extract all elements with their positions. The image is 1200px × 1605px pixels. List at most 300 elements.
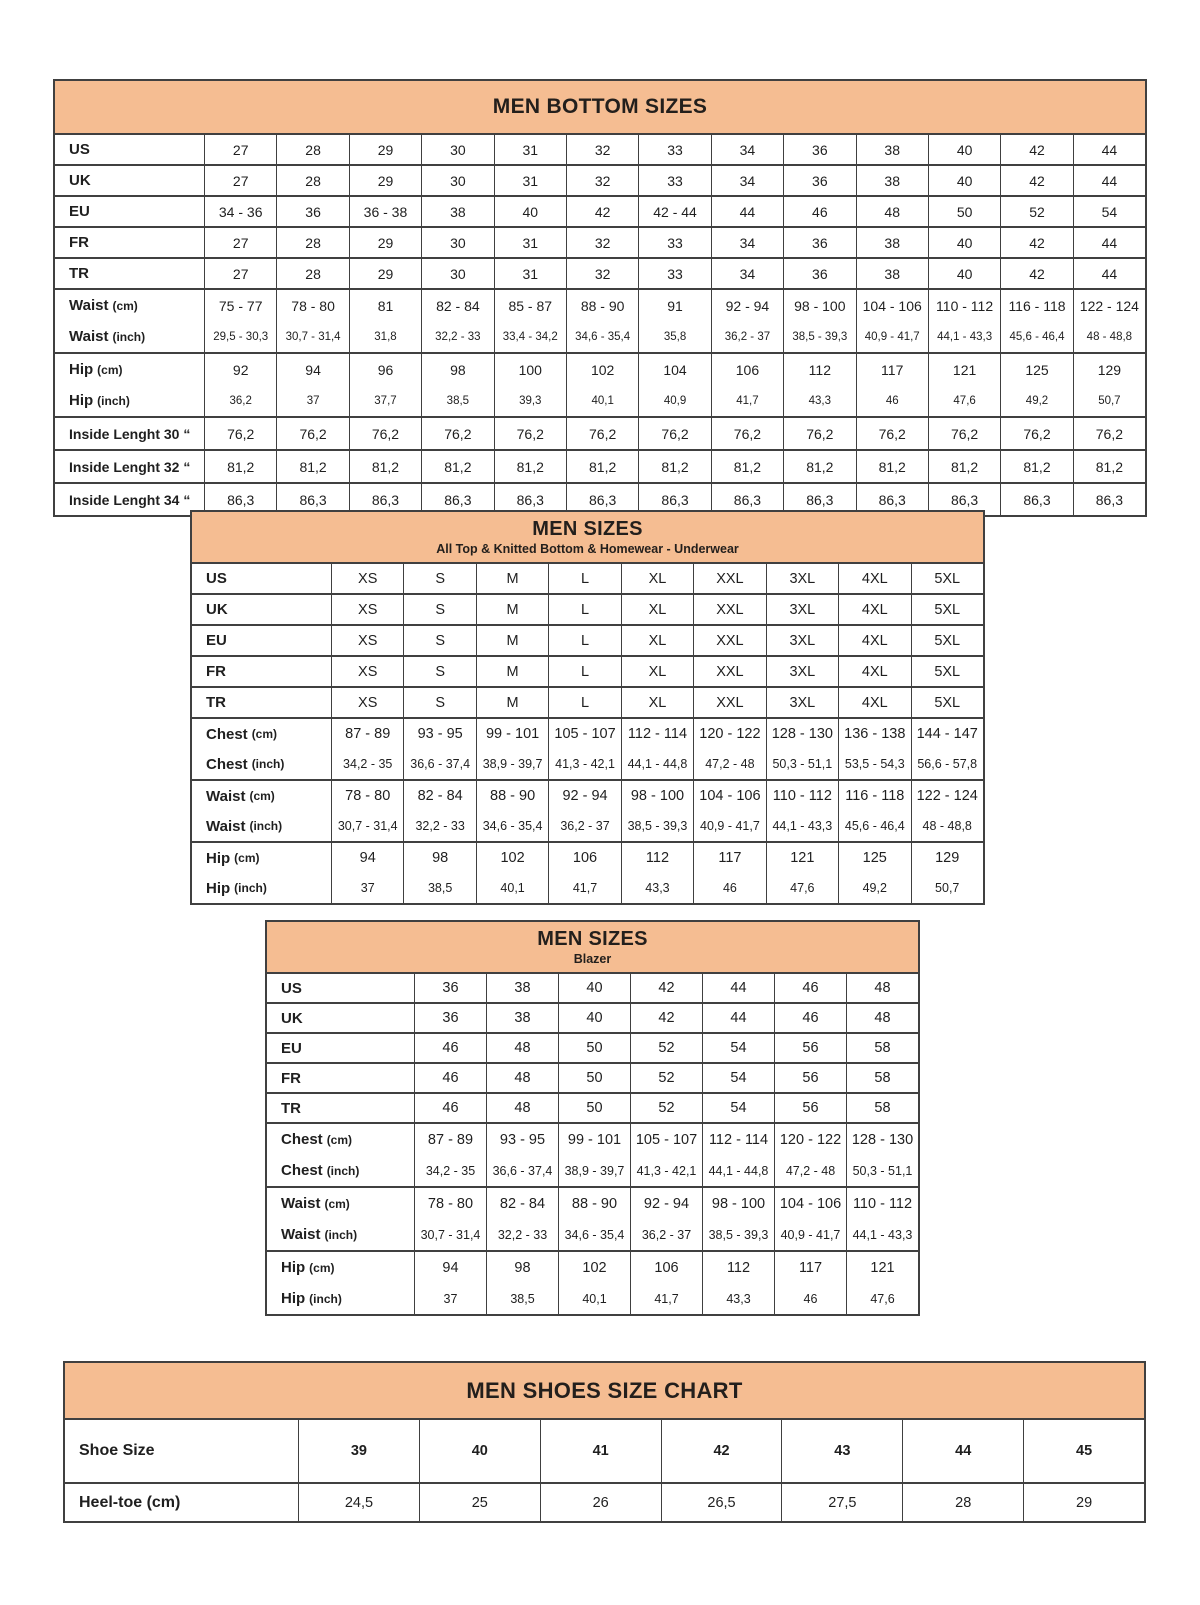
size-value-cell: 36,6 - 37,4 (487, 1155, 559, 1186)
size-value-cell: 40,9 - 41,7 (775, 1219, 847, 1250)
size-value-cell: 34 - 36 (205, 197, 277, 226)
size-value-cell: 4XL (839, 657, 911, 686)
size-value-cell: 104 - 106 (694, 781, 766, 811)
size-value-cell: 33 (639, 135, 711, 164)
table-subtitle: Blazer (573, 952, 612, 966)
size-value-cell: 85 - 87 (495, 290, 567, 321)
row-group (65, 1482, 1144, 1521)
size-value-cell: 4XL (839, 595, 911, 624)
table-row (55, 259, 1145, 288)
table-row (192, 781, 983, 811)
row-label (192, 873, 332, 903)
size-value-cell: 128 - 130 (767, 719, 839, 749)
size-value-cell: 48 (874, 1010, 891, 1026)
size-value-cell: 98 - 100 (784, 290, 856, 321)
size-value-cell: XXL (694, 595, 766, 624)
row-label (192, 749, 332, 779)
table-header (55, 81, 1145, 135)
row-label-unit: (inch) (326, 1163, 360, 1178)
size-value-cell: 44 (1101, 172, 1118, 189)
size-value-cell: 36 (784, 228, 856, 257)
size-value-cell: 43,3 (703, 1283, 775, 1314)
table-row (267, 1219, 918, 1250)
row-label (55, 418, 205, 449)
size-value-cell: 86,3 (350, 484, 422, 515)
size-value-cell: 36 (784, 135, 856, 164)
row-group (267, 1062, 918, 1092)
size-value-cell: 81,2 (277, 451, 349, 482)
table-row (192, 626, 983, 655)
table-row (267, 1155, 918, 1186)
row-label-text: EU (69, 203, 90, 220)
size-value-cell: 36 (415, 974, 487, 1002)
size-value-cell: 43 (782, 1420, 903, 1482)
table-row (192, 749, 983, 779)
size-value-cell: 31 (495, 135, 567, 164)
size-value-cell: 54 (703, 1034, 775, 1062)
size-value-cell: XL (622, 688, 694, 717)
size-value-cell: 45 (1076, 1443, 1093, 1459)
size-value-cell: XS (332, 564, 404, 593)
table-row (267, 1004, 918, 1032)
row-label (55, 321, 205, 352)
size-value-cell: 106 (712, 354, 784, 385)
size-value-cell: 36,6 - 37,4 (404, 749, 476, 779)
size-value-cell: 96 (350, 354, 422, 385)
size-value-cell: 46 (694, 873, 766, 903)
row-label-text: Hip (206, 849, 231, 867)
size-value-cell: 76,2 (205, 418, 277, 449)
size-value-cell: 75 - 77 (205, 290, 277, 321)
size-value-cell: 47,2 - 48 (775, 1155, 847, 1186)
row-label-text: Inside Lenght 34 “ (69, 491, 191, 508)
size-value-cell: 81,2 (350, 451, 422, 482)
size-value-cell: 48 (857, 197, 929, 226)
size-value-cell: 42 (1001, 135, 1073, 164)
table-title: MEN BOTTOM SIZES (492, 95, 708, 118)
size-value-cell: 129 (1097, 361, 1122, 378)
size-value-cell: 47,2 - 48 (694, 749, 766, 779)
size-value-cell: 86,3 (712, 484, 784, 515)
size-value-cell: 38,5 (487, 1283, 559, 1314)
size-value-cell: 4XL (839, 564, 911, 593)
size-value-cell: 40 (929, 166, 1001, 195)
table-row (55, 135, 1145, 164)
size-value-cell: 38 (487, 974, 559, 1002)
size-value-cell: 38 (857, 135, 929, 164)
men-shoes-size-chart-table (63, 1361, 1146, 1523)
size-value-cell: 32,2 - 33 (422, 321, 494, 352)
size-value-cell: 43,3 (784, 385, 856, 416)
size-value-cell: 29,5 - 30,3 (205, 321, 277, 352)
row-label (267, 1252, 415, 1283)
size-value-cell: 44 (703, 974, 775, 1002)
row-label-unit: (cm) (234, 851, 260, 865)
size-value-cell: 36,2 (205, 385, 277, 416)
table-row (192, 657, 983, 686)
row-label (192, 811, 332, 841)
size-value-cell: 34,2 - 35 (332, 749, 404, 779)
size-value-cell: 43,3 (622, 873, 694, 903)
size-value-cell: 45,6 - 46,4 (1001, 321, 1073, 352)
table-row (55, 418, 1145, 449)
row-group (192, 841, 983, 903)
size-value-cell: 36,2 - 37 (549, 811, 621, 841)
size-value-cell: 81,2 (857, 451, 929, 482)
size-value-cell: M (477, 626, 549, 655)
size-value-cell: 5XL (934, 663, 961, 680)
size-value-cell: 40 (495, 197, 567, 226)
row-group (55, 288, 1145, 352)
size-value-cell: 30,7 - 31,4 (332, 811, 404, 841)
size-value-cell: 30 (422, 135, 494, 164)
size-value-cell: 54 (703, 1094, 775, 1122)
size-value-cell: 86,3 (784, 484, 856, 515)
size-value-cell: 82 - 84 (422, 290, 494, 321)
size-value-cell: 47,6 (929, 385, 1001, 416)
size-value-cell: 76,2 (495, 418, 567, 449)
size-value-cell: 33 (639, 166, 711, 195)
size-value-cell: 40 (929, 259, 1001, 288)
row-group (267, 1250, 918, 1314)
size-value-cell: 50,3 - 51,1 (852, 1163, 913, 1178)
size-value-cell: 104 - 106 (857, 290, 929, 321)
size-value-cell: 34,6 - 35,4 (477, 811, 549, 841)
size-value-cell: 3XL (767, 657, 839, 686)
table-row (55, 166, 1145, 195)
row-group (55, 195, 1145, 226)
row-label-text: Hip (206, 879, 231, 897)
size-value-cell: L (549, 595, 621, 624)
size-value-cell: 87 - 89 (332, 719, 404, 749)
size-value-cell: 40,1 (567, 385, 639, 416)
size-value-cell: 52 (631, 1034, 703, 1062)
table-body (65, 1420, 1144, 1521)
row-label-text: US (69, 141, 90, 158)
table-body (267, 974, 918, 1314)
row-label-text: UK (206, 601, 228, 618)
table-header (267, 922, 918, 974)
row-label-unit: (cm) (326, 1132, 353, 1147)
table-row (267, 1034, 918, 1062)
row-label-text: Waist (69, 297, 109, 314)
size-value-cell: S (404, 657, 476, 686)
size-value-cell: 81,2 (712, 451, 784, 482)
table-row (55, 354, 1145, 385)
size-value-cell: 44,1 - 43,3 (767, 811, 839, 841)
size-value-cell: 94 (415, 1252, 487, 1283)
size-value-cell: 33 (639, 259, 711, 288)
size-value-cell: 25 (420, 1484, 541, 1521)
size-value-cell: 86,3 (277, 484, 349, 515)
row-label-text: Inside Lenght 30 “ (69, 425, 191, 442)
size-value-cell: 50 (559, 1094, 631, 1122)
size-value-cell: 32 (567, 228, 639, 257)
size-value-cell: 128 - 130 (851, 1131, 914, 1148)
size-value-cell: 120 - 122 (694, 719, 766, 749)
size-value-cell: 26 (541, 1484, 662, 1521)
size-value-cell: 104 - 106 (775, 1188, 847, 1219)
size-value-cell: 27,5 (782, 1484, 903, 1521)
size-value-cell: 50,3 - 51,1 (767, 749, 839, 779)
size-value-cell: 50,7 (1098, 394, 1121, 407)
size-value-cell: 48 - 48,8 (922, 819, 972, 833)
row-group (55, 257, 1145, 288)
row-label-unit: (inch) (251, 757, 285, 771)
row-group (55, 164, 1145, 195)
row-label (55, 135, 205, 164)
size-value-cell: 44,1 - 44,8 (622, 749, 694, 779)
size-value-cell: 5XL (934, 601, 961, 618)
row-label-unit: (inch) (324, 1227, 358, 1242)
size-value-cell: 33 (639, 228, 711, 257)
row-label-unit: (inch) (97, 393, 130, 408)
row-label-text: Waist (206, 817, 246, 835)
size-value-cell: 48 (487, 1094, 559, 1122)
size-value-cell: 104 (639, 354, 711, 385)
row-label-text: FR (206, 663, 226, 680)
size-value-cell: 93 - 95 (404, 719, 476, 749)
row-group (192, 564, 983, 593)
size-value-cell: 81,2 (495, 451, 567, 482)
row-group (267, 1032, 918, 1062)
table-row (192, 843, 983, 873)
size-value-cell: 27 (205, 228, 277, 257)
size-value-cell: 31 (495, 228, 567, 257)
size-value-cell: 33,4 - 34,2 (495, 321, 567, 352)
row-label (267, 1188, 415, 1219)
table-row (55, 290, 1145, 321)
size-value-cell: 53,5 - 54,3 (839, 749, 911, 779)
size-value-cell: L (549, 657, 621, 686)
size-value-cell: 58 (874, 1040, 891, 1056)
size-value-cell: 30,7 - 31,4 (415, 1219, 487, 1250)
row-label-unit: (cm) (309, 1260, 335, 1275)
table-row (267, 1124, 918, 1155)
size-value-cell: XL (622, 626, 694, 655)
size-value-cell: 27 (205, 166, 277, 195)
size-value-cell: 86,3 (567, 484, 639, 515)
row-label-text: UK (281, 1009, 303, 1027)
size-value-cell: 112 - 114 (622, 719, 694, 749)
size-value-cell: 50 (929, 197, 1001, 226)
size-value-cell: 92 - 94 (631, 1188, 703, 1219)
row-label (267, 1064, 415, 1092)
row-label-text: Shoe Size (79, 1442, 155, 1459)
row-label-text: Hip (281, 1259, 306, 1276)
size-value-cell: 4XL (839, 626, 911, 655)
size-value-cell: 38,5 - 39,3 (622, 811, 694, 841)
size-value-cell: 56 (775, 1094, 847, 1122)
size-value-cell: 39,3 (495, 385, 567, 416)
row-label (65, 1484, 299, 1521)
table-row (192, 719, 983, 749)
size-value-cell: 76,2 (567, 418, 639, 449)
men-bottom-sizes-table (53, 79, 1147, 517)
row-label (55, 385, 205, 416)
size-value-cell: 41,3 - 42,1 (549, 749, 621, 779)
size-value-cell: 120 - 122 (775, 1124, 847, 1155)
row-label-text: Chest (206, 755, 248, 773)
size-value-cell: XXL (694, 626, 766, 655)
size-value-cell: 27 (205, 259, 277, 288)
size-value-cell: 76,2 (350, 418, 422, 449)
size-value-cell: 40,9 (639, 385, 711, 416)
size-value-cell: 117 (694, 843, 766, 873)
size-value-cell: 93 - 95 (487, 1124, 559, 1155)
table-row (55, 321, 1145, 352)
size-value-cell: XS (332, 688, 404, 717)
size-value-cell: XL (622, 595, 694, 624)
size-value-cell: 31 (495, 166, 567, 195)
table-body (192, 564, 983, 903)
row-label (267, 1034, 415, 1062)
size-value-cell: 26,5 (662, 1484, 783, 1521)
row-label-text: TR (281, 1099, 301, 1117)
table-row (192, 873, 983, 903)
row-label (55, 354, 205, 385)
size-value-cell: 40 (929, 135, 1001, 164)
row-label (55, 451, 205, 482)
table-row (55, 228, 1145, 257)
size-value-cell: 46 (775, 1004, 847, 1032)
table-row (267, 1064, 918, 1092)
size-value-cell: 39 (299, 1420, 420, 1482)
size-value-cell: 5XL (934, 570, 961, 587)
row-label-text: EU (206, 632, 227, 649)
size-value-cell: L (549, 626, 621, 655)
size-value-cell: 32 (567, 259, 639, 288)
men-sizes-blazer-table (265, 920, 920, 1316)
size-value-cell: L (549, 688, 621, 717)
row-group (192, 593, 983, 624)
size-value-cell: 34,2 - 35 (415, 1155, 487, 1186)
table-row (267, 974, 918, 1002)
size-value-cell: 94 (332, 843, 404, 873)
size-value-cell: 86,3 (422, 484, 494, 515)
size-value-cell: 37 (415, 1283, 487, 1314)
size-value-cell: 88 - 90 (567, 290, 639, 321)
row-label-unit: (cm) (97, 362, 123, 377)
row-group (55, 449, 1145, 482)
row-group (192, 686, 983, 717)
row-group (55, 135, 1145, 164)
size-value-cell: 76,2 (784, 418, 856, 449)
size-value-cell: 40,9 - 41,7 (857, 321, 929, 352)
row-label (267, 1124, 415, 1155)
size-value-cell: 40,1 (477, 873, 549, 903)
size-value-cell: 76,2 (1095, 425, 1123, 442)
size-value-cell: 81,2 (205, 451, 277, 482)
size-value-cell: XS (332, 595, 404, 624)
row-group (192, 655, 983, 686)
row-label (55, 197, 205, 226)
size-value-cell: 29 (350, 259, 422, 288)
row-label (65, 1420, 299, 1482)
size-value-cell: 32,2 - 33 (404, 811, 476, 841)
size-value-cell: 5XL (934, 694, 961, 711)
row-label-text: Inside Lenght 32 “ (69, 458, 191, 475)
size-value-cell: 36,2 - 37 (631, 1219, 703, 1250)
size-value-cell: 76,2 (422, 418, 494, 449)
size-value-cell: 106 (549, 843, 621, 873)
size-value-cell: 34 (712, 259, 784, 288)
size-value-cell: 49,2 (839, 873, 911, 903)
size-value-cell: 29 (1076, 1494, 1093, 1511)
size-value-cell: 28 (903, 1484, 1024, 1521)
row-label (192, 843, 332, 873)
size-value-cell: 36,2 - 37 (712, 321, 784, 352)
size-value-cell: 48 - 48,8 (1086, 330, 1133, 343)
size-value-cell: 40 (559, 1004, 631, 1032)
row-label-text: Hip (69, 361, 94, 378)
row-group (55, 226, 1145, 257)
size-value-cell: 3XL (767, 564, 839, 593)
size-value-cell: 32 (567, 135, 639, 164)
size-value-cell: 136 - 138 (839, 719, 911, 749)
table-row (267, 1188, 918, 1219)
size-value-cell: 76,2 (712, 418, 784, 449)
size-value-cell: 42 - 44 (639, 197, 711, 226)
size-value-cell: 52 (1001, 197, 1073, 226)
row-label-text: Waist (281, 1226, 321, 1243)
size-value-cell: 41,7 (631, 1283, 703, 1314)
table-row (65, 1420, 1144, 1482)
size-value-cell: 38,9 - 39,7 (559, 1155, 631, 1186)
size-value-cell: 29 (350, 228, 422, 257)
size-value-cell: 36 (415, 1004, 487, 1032)
table-row (65, 1484, 1144, 1521)
size-value-cell: 42 (567, 197, 639, 226)
row-label-text: Heel-toe (cm) (79, 1493, 181, 1511)
row-group (267, 1186, 918, 1250)
size-value-cell: 76,2 (929, 418, 1001, 449)
size-value-cell: 81,2 (1095, 458, 1123, 475)
size-value-cell: 44 (903, 1420, 1024, 1482)
size-value-cell: 56 (775, 1064, 847, 1092)
size-value-cell: 46 (784, 197, 856, 226)
row-label (192, 781, 332, 811)
size-value-cell: XS (332, 626, 404, 655)
size-value-cell: 44,1 - 43,3 (929, 321, 1001, 352)
row-group (55, 416, 1145, 449)
row-label-unit: (inch) (234, 881, 267, 895)
size-value-cell: 46 (415, 1064, 487, 1092)
row-label (55, 290, 205, 321)
size-value-cell: S (404, 595, 476, 624)
row-label-text: Hip (69, 392, 94, 409)
size-value-cell: 46 (775, 974, 847, 1002)
size-value-cell: S (404, 688, 476, 717)
size-value-cell: 28 (277, 228, 349, 257)
row-group (267, 1002, 918, 1032)
size-value-cell: 122 - 124 (916, 788, 978, 804)
row-label (267, 1283, 415, 1314)
table-header (192, 512, 983, 564)
row-group (55, 352, 1145, 416)
table-row (55, 197, 1145, 226)
row-label (267, 1004, 415, 1032)
size-value-cell: 56,6 - 57,8 (917, 757, 978, 771)
size-value-cell: 87 - 89 (415, 1124, 487, 1155)
size-value-cell: 56 (775, 1034, 847, 1062)
row-label-text: Hip (281, 1290, 306, 1307)
size-value-cell: 102 (477, 843, 549, 873)
table-row (267, 1252, 918, 1283)
table-row (192, 595, 983, 624)
size-value-cell: 116 - 118 (839, 781, 911, 811)
size-value-cell: 29 (350, 166, 422, 195)
